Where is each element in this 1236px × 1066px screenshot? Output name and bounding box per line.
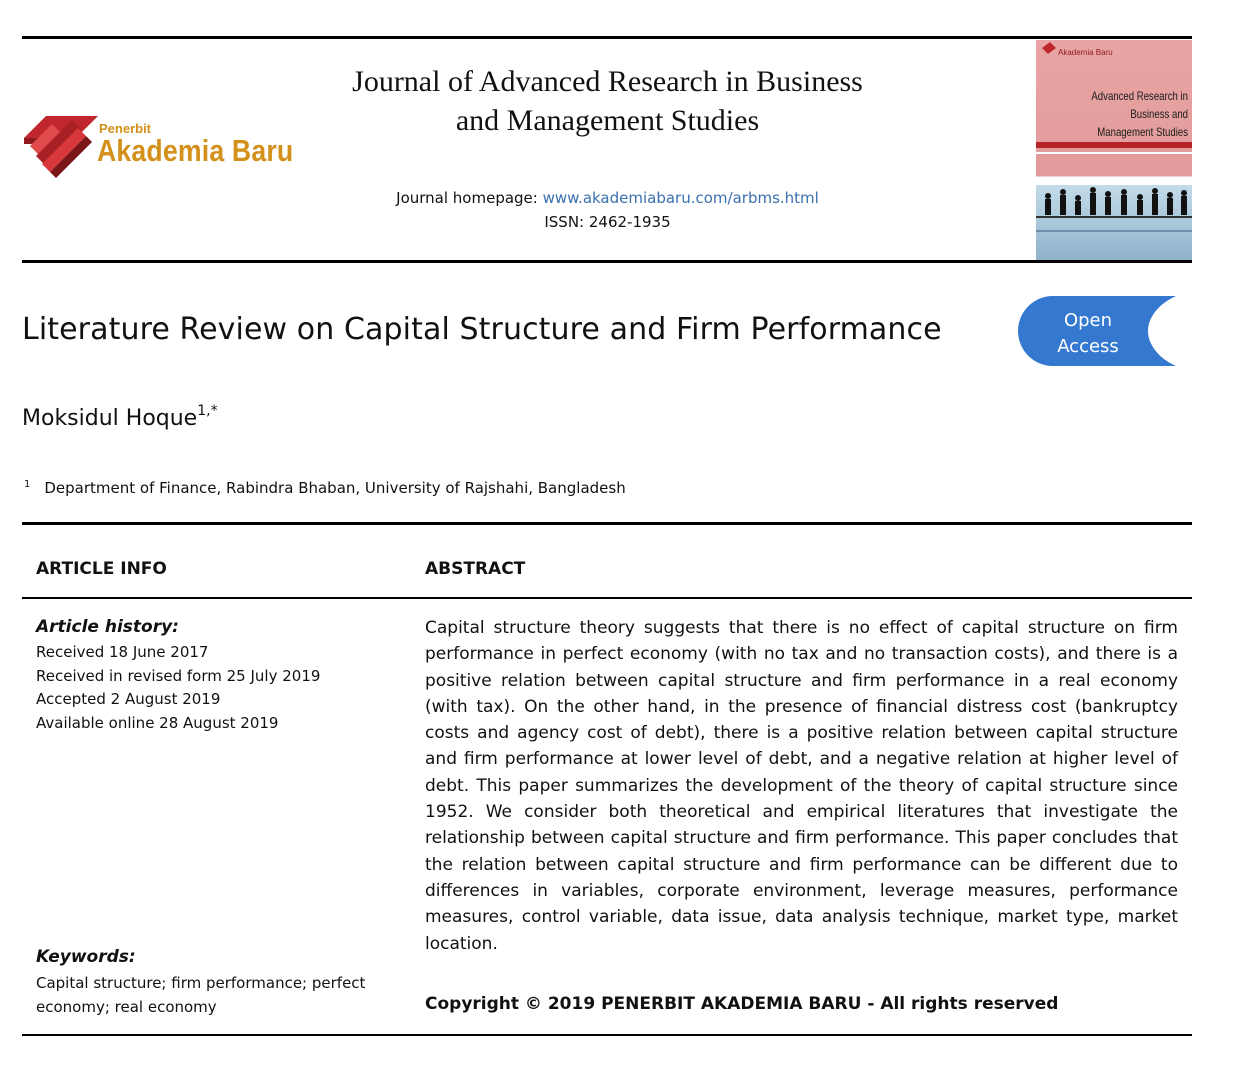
- journal-issn: ISSN: 2462-1935: [544, 213, 671, 231]
- journal-title-line1: Journal of Advanced Research in Business: [352, 65, 863, 98]
- affiliation: [24, 479, 626, 497]
- cover-title-line2: Business and: [1130, 107, 1188, 121]
- cover-publisher: Akademia Baru: [1058, 48, 1113, 57]
- affiliation-marker: 1: [24, 479, 31, 490]
- article-history-list: [36, 641, 320, 736]
- journal-title: [300, 62, 915, 140]
- history-received: Received 18 June 2017: [36, 643, 209, 661]
- publisher-logo-icon: [22, 116, 102, 180]
- paper-title: Literature Review on Capital Structure and Firm Performance: [22, 312, 942, 347]
- cover-title: [1068, 87, 1188, 141]
- journal-cover: [1036, 40, 1192, 260]
- history-revised: Received in revised form 25 July 2019: [36, 666, 321, 685]
- history-online: Available online 28 August 2019: [36, 714, 279, 733]
- author-name: Moksidul Hoque: [22, 406, 198, 431]
- abstract-heading: ABSTRACT: [425, 559, 526, 579]
- article-info-heading: ARTICLE INFO: [36, 559, 167, 579]
- article-history-heading: Article history:: [36, 617, 179, 637]
- affiliation-text: Department of Finance, Rabindra Bhaban, University of Rajshahi, Bangladesh: [44, 479, 626, 497]
- abstract-text: Capital structure theory suggests that there is no effect of capital structure on firm performance in perfect economy (with no tax and no transaction costs), and there is a positive relation between capital structure and firm performance in a real economy (with tax). On the other hand, in the presence of financial distress cost (bankruptcy costs and agency cost of debt), there is a positive relation between capital structure and firm performance at lower level of debt, and a negative relation at higher level of debt. This paper summarizes the development of the theory of capital structure since 1952. We consider both theoretical and empirical literatures that investigate the relationship between capital structure and firm performance. This paper concludes that the relation between capital structure and firm performance can be different due to differences in variables, corporate environment, leverage measures, performance measures, control variable, data issue, data analysis technique, market type, market location.: [425, 618, 1178, 954]
- cover-title-line1: Advanced Research in: [1091, 89, 1188, 103]
- header-bottom-rule: [22, 260, 1192, 263]
- open-access-label: [1028, 308, 1148, 360]
- homepage-link[interactable]: www.akademiabaru.com/arbms.html: [542, 189, 819, 207]
- info-top-rule: [22, 522, 1192, 525]
- copyright-notice: Copyright © 2019 PENERBIT AKADEMIA BARU - All rights reserved: [425, 994, 1059, 1014]
- cover-title-line3: Management Studies: [1097, 125, 1188, 139]
- keywords-line1: Capital structure; firm performance; perfect: [36, 974, 366, 992]
- info-header-rule: [22, 597, 1192, 599]
- author-marker: 1,*: [197, 403, 218, 419]
- keywords-heading: Keywords:: [36, 947, 136, 967]
- publisher-small-label: Penerbit: [99, 121, 152, 136]
- cover-art-icon: [1036, 40, 1192, 260]
- journal-homepage: [300, 189, 915, 207]
- info-bottom-rule: [22, 1034, 1192, 1036]
- open-access-line2: Access: [1057, 336, 1119, 357]
- keywords-list: [36, 972, 365, 1019]
- keywords-line2: economy; real economy: [36, 997, 217, 1016]
- homepage-label: Journal homepage:: [396, 189, 543, 207]
- publisher-name: Akademia Baru: [97, 133, 294, 168]
- open-access-line1: Open: [1063, 310, 1113, 331]
- header-top-rule: [22, 36, 1192, 39]
- history-accepted: Accepted 2 August 2019: [36, 690, 221, 709]
- journal-title-line2: and Management Studies: [455, 104, 760, 137]
- author: [22, 403, 218, 431]
